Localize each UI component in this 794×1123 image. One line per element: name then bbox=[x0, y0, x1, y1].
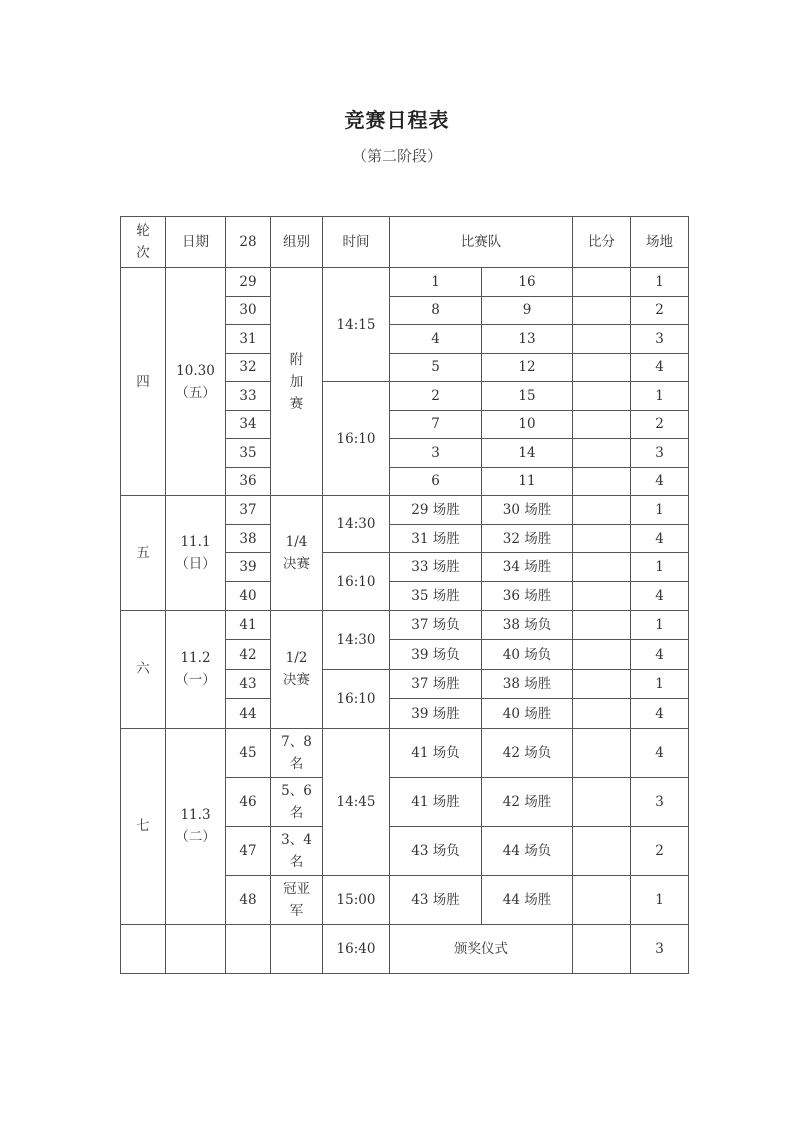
time-cell: 16:10 bbox=[323, 382, 390, 496]
ceremony-label-cell: 颁奖仪式 bbox=[390, 924, 573, 973]
team-a-cell: 39 场胜 bbox=[390, 699, 482, 729]
team-a-cell: 6 bbox=[390, 467, 482, 496]
time-cell: 14:30 bbox=[323, 496, 390, 553]
group-cell: 1/4 决赛 bbox=[271, 496, 323, 611]
team-b-cell: 36 场胜 bbox=[482, 582, 573, 611]
match-no-cell: 38 bbox=[226, 524, 271, 553]
time-cell: 14:30 bbox=[323, 610, 390, 669]
team-b-cell: 32 场胜 bbox=[482, 524, 573, 553]
score-cell bbox=[573, 640, 631, 670]
page-subtitle: （第二阶段） bbox=[351, 147, 442, 165]
venue-cell: 1 bbox=[631, 268, 689, 297]
ceremony-venue-cell: 3 bbox=[631, 924, 689, 973]
match-no-cell: 32 bbox=[226, 353, 271, 382]
header-score: 比分 bbox=[573, 217, 631, 268]
team-b-cell: 14 bbox=[482, 439, 573, 468]
ceremony-time-cell: 16:40 bbox=[323, 924, 390, 973]
team-b-cell: 12 bbox=[482, 353, 573, 382]
match-row bbox=[121, 728, 689, 777]
date-cell: 11.3 （二） bbox=[166, 728, 226, 924]
team-a-cell: 37 场胜 bbox=[390, 669, 482, 699]
match-row bbox=[121, 610, 689, 640]
team-a-cell: 4 bbox=[390, 325, 482, 354]
team-b-cell: 11 bbox=[482, 467, 573, 496]
team-a-cell: 31 场胜 bbox=[390, 524, 482, 553]
match-no-cell: 37 bbox=[226, 496, 271, 525]
date-cell: 11.2 （一） bbox=[166, 610, 226, 728]
team-b-cell: 30 场胜 bbox=[482, 496, 573, 525]
header-round: 轮 次 bbox=[121, 217, 166, 268]
venue-cell: 4 bbox=[631, 524, 689, 553]
match-no-cell: 44 bbox=[226, 699, 271, 729]
team-a-cell: 33 场胜 bbox=[390, 553, 482, 582]
match-no-cell: 30 bbox=[226, 296, 271, 325]
match-no-cell: 33 bbox=[226, 382, 271, 411]
team-a-cell: 8 bbox=[390, 296, 482, 325]
team-a-cell: 41 场负 bbox=[390, 728, 482, 777]
score-cell bbox=[573, 268, 631, 297]
match-no-cell: 46 bbox=[226, 777, 271, 826]
team-b-cell: 38 场负 bbox=[482, 610, 573, 640]
score-cell bbox=[573, 728, 631, 777]
score-cell bbox=[573, 826, 631, 875]
team-a-cell: 7 bbox=[390, 410, 482, 439]
match-no-cell: 40 bbox=[226, 582, 271, 611]
venue-cell: 4 bbox=[631, 353, 689, 382]
header-time: 时间 bbox=[323, 217, 390, 268]
venue-cell: 2 bbox=[631, 296, 689, 325]
venue-cell: 4 bbox=[631, 640, 689, 670]
match-no-cell: 47 bbox=[226, 826, 271, 875]
venue-cell: 1 bbox=[631, 496, 689, 525]
header-venue: 场地 bbox=[631, 217, 689, 268]
round-cell: 六 bbox=[121, 610, 166, 728]
venue-cell: 3 bbox=[631, 777, 689, 826]
team-b-cell: 42 场胜 bbox=[482, 777, 573, 826]
score-cell bbox=[573, 875, 631, 924]
venue-cell: 1 bbox=[631, 553, 689, 582]
team-b-cell: 15 bbox=[482, 382, 573, 411]
team-b-cell: 40 场胜 bbox=[482, 699, 573, 729]
ceremony-row bbox=[121, 924, 689, 973]
match-row bbox=[121, 496, 689, 525]
venue-cell: 2 bbox=[631, 410, 689, 439]
team-b-cell: 38 场胜 bbox=[482, 669, 573, 699]
score-cell bbox=[573, 777, 631, 826]
time-cell: 14:45 bbox=[323, 728, 390, 875]
score-cell bbox=[573, 296, 631, 325]
group-cell: 7、8 名 bbox=[271, 728, 323, 777]
team-a-cell: 5 bbox=[390, 353, 482, 382]
empty-cell bbox=[121, 924, 166, 973]
team-a-cell: 43 场胜 bbox=[390, 875, 482, 924]
score-cell bbox=[573, 410, 631, 439]
empty-cell bbox=[166, 924, 226, 973]
score-cell bbox=[573, 924, 631, 973]
page-title: 竞赛日程表 bbox=[344, 108, 450, 132]
team-b-cell: 40 场负 bbox=[482, 640, 573, 670]
score-cell bbox=[573, 353, 631, 382]
team-b-cell: 16 bbox=[482, 268, 573, 297]
score-cell bbox=[573, 325, 631, 354]
venue-cell: 3 bbox=[631, 325, 689, 354]
date-cell: 10.30 （五） bbox=[166, 268, 226, 496]
match-no-cell: 41 bbox=[226, 610, 271, 640]
team-a-cell: 41 场胜 bbox=[390, 777, 482, 826]
team-a-cell: 35 场胜 bbox=[390, 582, 482, 611]
score-cell bbox=[573, 610, 631, 640]
header-date: 日期 bbox=[166, 217, 226, 268]
header-teams: 比赛队 bbox=[390, 217, 573, 268]
match-no-cell: 45 bbox=[226, 728, 271, 777]
empty-cell bbox=[271, 924, 323, 973]
team-a-cell: 43 场负 bbox=[390, 826, 482, 875]
header-row bbox=[121, 217, 689, 268]
team-a-cell: 3 bbox=[390, 439, 482, 468]
venue-cell: 1 bbox=[631, 610, 689, 640]
team-b-cell: 44 场胜 bbox=[482, 875, 573, 924]
score-cell bbox=[573, 496, 631, 525]
score-cell bbox=[573, 582, 631, 611]
time-cell: 15:00 bbox=[323, 875, 390, 924]
team-a-cell: 29 场胜 bbox=[390, 496, 482, 525]
venue-cell: 2 bbox=[631, 826, 689, 875]
venue-cell: 1 bbox=[631, 382, 689, 411]
venue-cell: 1 bbox=[631, 875, 689, 924]
team-b-cell: 34 场胜 bbox=[482, 553, 573, 582]
score-cell bbox=[573, 699, 631, 729]
round-cell: 四 bbox=[121, 268, 166, 496]
header-no: 28 bbox=[226, 217, 271, 268]
empty-cell bbox=[226, 924, 271, 973]
match-no-cell: 31 bbox=[226, 325, 271, 354]
venue-cell: 4 bbox=[631, 467, 689, 496]
time-cell: 14:15 bbox=[323, 268, 390, 382]
venue-cell: 4 bbox=[631, 728, 689, 777]
match-no-cell: 29 bbox=[226, 268, 271, 297]
match-no-cell: 36 bbox=[226, 467, 271, 496]
group-cell: 5、6 名 bbox=[271, 777, 323, 826]
team-a-cell: 37 场负 bbox=[390, 610, 482, 640]
team-b-cell: 42 场负 bbox=[482, 728, 573, 777]
round-cell: 七 bbox=[121, 728, 166, 924]
schedule-table bbox=[120, 216, 689, 974]
venue-cell: 4 bbox=[631, 582, 689, 611]
team-a-cell: 1 bbox=[390, 268, 482, 297]
team-a-cell: 39 场负 bbox=[390, 640, 482, 670]
score-cell bbox=[573, 382, 631, 411]
group-cell: 附 加 赛 bbox=[271, 268, 323, 496]
score-cell bbox=[573, 467, 631, 496]
match-no-cell: 42 bbox=[226, 640, 271, 670]
score-cell bbox=[573, 439, 631, 468]
score-cell bbox=[573, 553, 631, 582]
team-b-cell: 13 bbox=[482, 325, 573, 354]
score-cell bbox=[573, 669, 631, 699]
match-no-cell: 35 bbox=[226, 439, 271, 468]
venue-cell: 3 bbox=[631, 439, 689, 468]
match-no-cell: 39 bbox=[226, 553, 271, 582]
team-b-cell: 44 场负 bbox=[482, 826, 573, 875]
group-cell: 3、4 名 bbox=[271, 826, 323, 875]
group-cell: 冠亚 军 bbox=[271, 875, 323, 924]
match-no-cell: 34 bbox=[226, 410, 271, 439]
match-no-cell: 48 bbox=[226, 875, 271, 924]
venue-cell: 4 bbox=[631, 699, 689, 729]
time-cell: 16:10 bbox=[323, 669, 390, 728]
round-cell: 五 bbox=[121, 496, 166, 611]
team-b-cell: 10 bbox=[482, 410, 573, 439]
group-cell: 1/2 决赛 bbox=[271, 610, 323, 728]
date-cell: 11.1 （日） bbox=[166, 496, 226, 611]
team-b-cell: 9 bbox=[482, 296, 573, 325]
score-cell bbox=[573, 524, 631, 553]
match-row bbox=[121, 268, 689, 297]
header-group: 组别 bbox=[271, 217, 323, 268]
time-cell: 16:10 bbox=[323, 553, 390, 610]
team-a-cell: 2 bbox=[390, 382, 482, 411]
venue-cell: 1 bbox=[631, 669, 689, 699]
match-no-cell: 43 bbox=[226, 669, 271, 699]
